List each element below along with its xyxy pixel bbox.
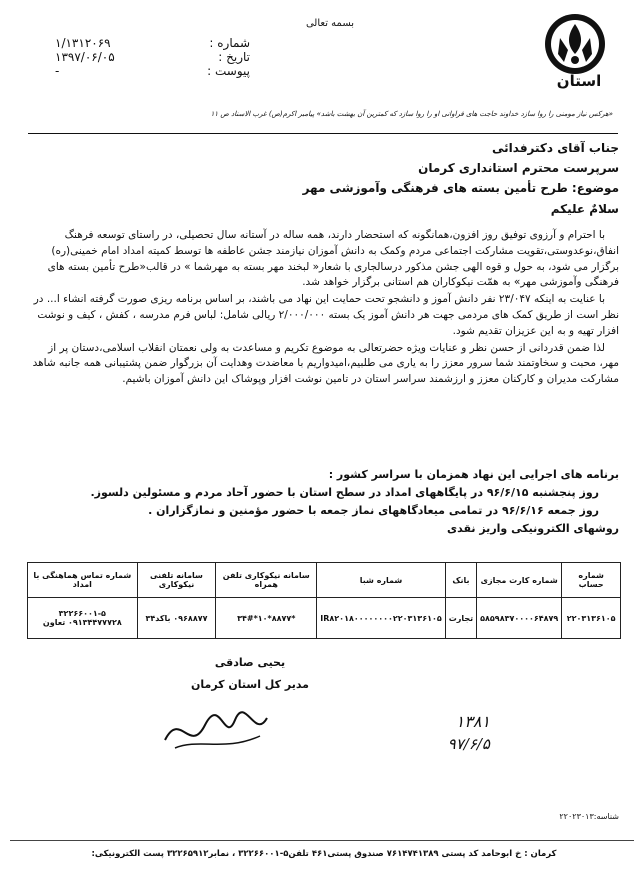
phone-system-cell: ۰۹۶۸۸۷۷ باکد۳۴ — [137, 598, 216, 639]
table-header-cell: شماره حساب — [562, 563, 621, 598]
letter-number: ۱/۱۳۱۲۰۶۹ — [55, 36, 111, 50]
hadith-quote: «هرکس نیاز مومنی را روا سازد خداوند حاجت های فراوانی او را روا سازد که کمترین آن بهشت باشد» پیامبر اکرم(ص) غرب الاسناد ص ۱۱ — [210, 110, 613, 118]
programs-section — [29, 466, 619, 538]
account-number-cell: ۲۲۰۳۱۳۶۱۰۵ — [562, 598, 621, 639]
handwritten-signature — [155, 700, 275, 760]
handwritten-registration-note — [380, 712, 490, 772]
addressee-title: سرپرست محترم استانداری کرمان — [418, 161, 619, 175]
table-header-cell: سامانه نیکوکاری تلفن همراه — [216, 563, 317, 598]
table-header-row — [28, 563, 621, 598]
virtual-card-cell: ۵۸۵۹۸۳۷۰۰۰۰۶۴۸۷۹ — [477, 598, 562, 639]
contact-phone-cell: ۳۲۲۶۶۰۰۱-۵ ۰۹۱۳۴۴۷۷۷۲۸ تعاون — [28, 598, 138, 639]
letter-date: ۱۳۹۷/۰۶/۰۵ — [55, 50, 115, 64]
letter-meta — [55, 36, 250, 78]
table-header-cell: شماره شبا — [317, 563, 445, 598]
attachment-value: - — [55, 64, 60, 78]
table-row — [28, 598, 621, 639]
bank-accounts-table — [27, 562, 621, 639]
body-paragraph-1: با احترام و آرزوی توفیق روز افزون،همانگونه که استحضار دارند، همه ساله در آستانه سال تحصیلی، در راستای توسعه فرهنگ انفاق،نوعدوستی،تقویت مشارکت اجتماعی مردم وکمک به دانش آموزان نیازمند جشن عاطفه ها توسط کمیته امداد امام خمینی(ره) برگزار می شود، به حول و قوه الهی جشن مذکور درسالجاری با شعار« لبخند مهر بسته به مهرشما » در قالب«طرح تأمین بسته های فرهنگی وآموزشی مهر» به همّت نیکوکاران هم استانی برگزار خواهد شد. — [47, 229, 619, 289]
program-item-1: روز پنجشنبه ۹۶/۶/۱۵ در پایگاههای امداد در سطح استان با حضور آحاد مردم و مسئولین دلسوز. — [90, 486, 599, 499]
signatory-title: مدیر کل استان کرمان — [190, 678, 309, 691]
subject-line: موضوع: طرح تأمین بسته های فرهنگی وآموزشی مهر — [302, 181, 619, 195]
table-header-cell: بانک — [445, 563, 476, 598]
signatory-name: یحیی صادقی — [214, 656, 286, 669]
body-paragraph-2: با عنایت به اینکه ۲۳/۰۴۷ نفر دانش آموز و دانشجو تحت حمایت این نهاد می باشند، بر اساس برنامه ریزی صورت گرفته انشاء ا... در نظر است از طریق کمک های مردمی جهت هر دانش آموز یک بسته ۲/۰۰۰/۰۰۰ ریالی شامل: لباس فرم مدرسه ، کفش ، کیف و نوشت افزار تهیه و به این عزیزان تقدیم شود. — [33, 293, 619, 337]
mobile-ussd-cell: *۸۸۷۷*۱۰*۳۴# — [216, 598, 317, 639]
bismillah-heading: بسمه تعالی — [305, 18, 355, 29]
table-header-cell: شماره تماس هماهنگی با امداد — [28, 563, 138, 598]
handwritten-number: ۱۳۸۱ — [455, 712, 490, 731]
attachment-label: پیوست : — [207, 64, 250, 78]
body-paragraph-3: لذا ضمن قدردانی از حسن نظر و عنایات ویژه حضرتعالی به موضوع تکریم و مساعدت به ولی نعمتان انقلاب اسلامی،دستان پر از مهر، محبت و سخاوتمند شما سرور معزز را به یاری می طلبیم،امیدواریم با معاضدت وهدایت آن بزرگوار ضمن پشتیبانی همه جانبه شاهد مشارکت مدیران و کارکنان معزز و ارزشمند سراسر استان در تامین نوشت افزار وپوشاک این دانش آموزان باشیم. — [32, 341, 619, 386]
sheba-cell: IR۸۲۰۱۸۰۰۰۰۰۰۰۰۲۲۰۳۱۳۶۱۰۵ — [317, 598, 445, 639]
letter-body — [29, 228, 619, 389]
handwritten-date: ۹۷/۶/۵ — [447, 735, 490, 753]
table-header-cell: شماره کارت مجازی — [477, 563, 562, 598]
programs-title: برنامه های اجرایی این نهاد همزمان با سراسر کشور : — [328, 468, 619, 481]
table-header-cell: سامانه تلفنی نیکوکاری — [137, 563, 216, 598]
footer-address: کرمان : خ ابوحامد کد پستی ۷۶۱۴۷۴۱۳۸۹ صندوق پستی۴۶۱ تلفن۵-۳۲۲۶۶۰۰۱ ، نمابر۳۲۲۶۵۹۱۲ پست الکترونیکی: — [91, 849, 557, 859]
addressee-name: جناب آقای دکترفدائی — [492, 141, 619, 155]
bank-name-cell: تجارت — [445, 598, 476, 639]
date-label: تاریخ : — [218, 50, 250, 64]
document-id: شناسه:۲۲۰۲۳۰۱۳ — [559, 812, 619, 821]
header-divider — [28, 133, 618, 134]
logo-caption: استان — [556, 72, 602, 90]
footer-divider — [10, 840, 634, 841]
greeting: سلامٌ علیکم — [550, 202, 619, 216]
program-item-3: روشهای الکترونیکی واریز نقدی — [447, 522, 619, 535]
program-item-2: روز جمعه ۹۶/۶/۱۶ در تمامی میعادگاههای نماز جمعه با حضور مؤمنین و نمازگزاران . — [148, 504, 599, 517]
number-label: شماره : — [209, 36, 250, 50]
